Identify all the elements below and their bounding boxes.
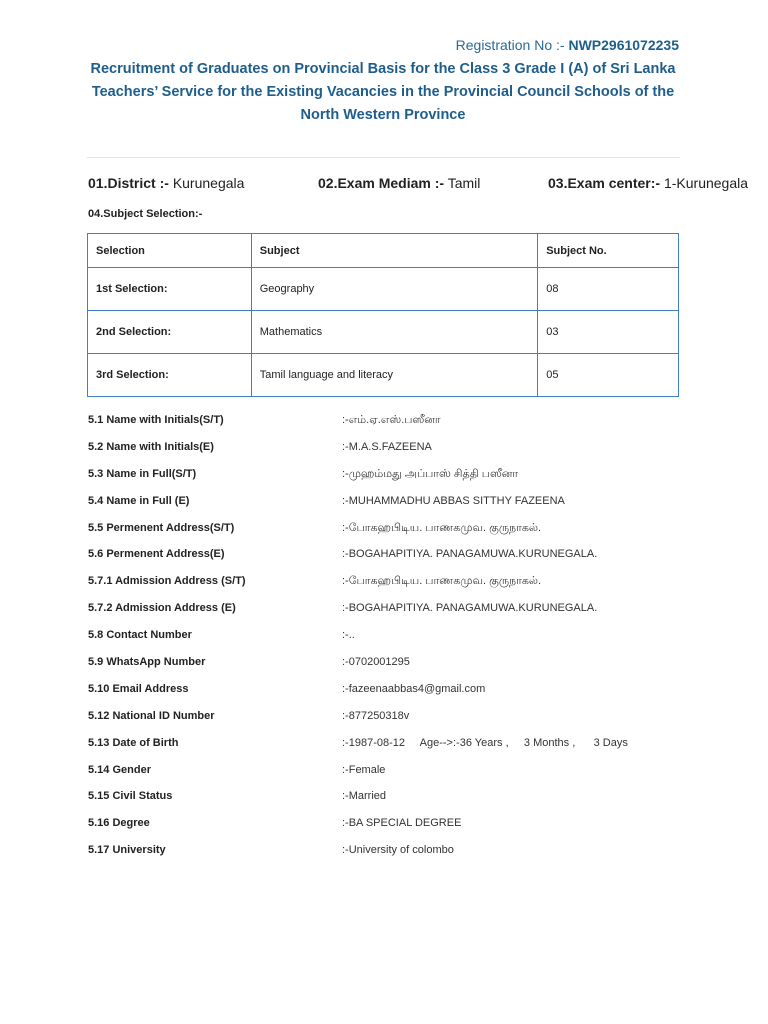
detail-value: :-BOGAHAPITIYA. PANAGAMUWA.KURUNEGALA. (342, 548, 598, 561)
detail-value: :-போகஹபிடிய. பாணகமுவ. குருநாகல். (342, 575, 542, 588)
district-label: 01.District :- (88, 175, 169, 191)
detail-row-gender (0, 763, 768, 790)
registration-value: NWP2961072235 (568, 37, 679, 53)
personal-details (0, 413, 768, 870)
center-info (548, 175, 748, 191)
table-row (88, 311, 679, 354)
detail-value: :-.. (342, 629, 355, 642)
medium-value: Tamil (447, 175, 481, 191)
detail-row-email-address (0, 682, 768, 709)
detail-value: :-fazeenaabbas4@gmail.com (342, 682, 486, 695)
detail-value: :-போகஹபிடிய. பாணகமுவ. குருநாகல். (342, 521, 542, 534)
detail-label: 5.17 University (88, 844, 166, 857)
detail-label: 5.12 National ID Number (88, 709, 215, 722)
detail-label: 5.5 Permenent Address(S/T) (88, 521, 235, 534)
detail-row-admission-address-e (0, 601, 768, 628)
subject-cell: Geography (251, 268, 537, 311)
detail-row-name-initials-e (0, 440, 768, 467)
detail-row-full-name-st (0, 467, 768, 494)
subject-no-cell: 03 (538, 311, 679, 354)
detail-label: 5.4 Name in Full (E) (88, 494, 190, 507)
center-value: 1-Kurunegala (663, 175, 749, 191)
table-header-row (88, 234, 679, 268)
detail-label: 5.6 Permenent Address(E) (88, 548, 225, 561)
table-row (88, 268, 679, 311)
subject-cell: Mathematics (251, 311, 537, 354)
center-label: 03.Exam center:- (548, 175, 661, 191)
detail-row-date-of-birth (0, 736, 768, 763)
detail-row-degree (0, 816, 768, 843)
medium-info (318, 175, 480, 191)
detail-row-national-id (0, 709, 768, 736)
detail-value: :-1987-08-12 Age-->:-36 Years , 3 Months , 3 Days (342, 736, 628, 749)
detail-value: :-0702001295 (342, 656, 410, 669)
detail-value: :-877250318v (342, 709, 410, 722)
detail-row-permanent-address-st (0, 521, 768, 548)
detail-row-university (0, 843, 768, 870)
subject-no-cell: 05 (538, 354, 679, 397)
selection-cell: 3rd Selection: (88, 354, 252, 397)
subject-cell: Tamil language and literacy (251, 354, 537, 397)
divider (87, 157, 680, 158)
district-info (88, 175, 244, 191)
detail-label: 5.7.2 Admission Address (E) (88, 602, 236, 615)
detail-row-admission-address-st (0, 574, 768, 601)
detail-label: 5.16 Degree (88, 817, 150, 830)
detail-label: 5.1 Name with Initials(S/T) (88, 414, 224, 426)
detail-value: :-BA SPECIAL DEGREE (342, 817, 462, 830)
district-value: Kurunegala (172, 175, 245, 191)
detail-value: :-Female (342, 763, 386, 776)
detail-value: :-BOGAHAPITIYA. PANAGAMUWA.KURUNEGALA. (342, 602, 598, 615)
registration-number (456, 37, 679, 53)
medium-label: 02.Exam Mediam :- (318, 175, 445, 191)
detail-label: 5.10 Email Address (88, 682, 189, 695)
detail-label: 5.15 Civil Status (88, 790, 173, 803)
subject-table (87, 233, 679, 397)
page-title: Recruitment of Graduates on Provincial Basis for the Class 3 Grade I (A) of Sri Lanka Teachers’ Service for the Existing Vacancies in the Provincial Council Schools of the North Western Province (90, 61, 676, 123)
exam-info-row (0, 175, 768, 195)
detail-label: 5.2 Name with Initials(E) (88, 440, 214, 453)
detail-row-permanent-address-e (0, 547, 768, 574)
column-header-selection: Selection (88, 234, 252, 268)
selection-cell: 1st Selection: (88, 268, 252, 311)
detail-value: :-MUHAMMADHU ABBAS SITTHY FAZEENA (342, 494, 565, 507)
detail-row-full-name-e (0, 494, 768, 521)
detail-row-civil-status (0, 789, 768, 816)
detail-value: :-M.A.S.FAZEENA (342, 440, 432, 453)
detail-row-name-initials-st (0, 413, 768, 440)
detail-label: 5.7.1 Admission Address (S/T) (88, 575, 246, 588)
detail-value: :-எம்.ஏ.எஸ்.பஸீனா (342, 414, 441, 426)
detail-label: 5.3 Name in Full(S/T) (88, 467, 197, 480)
registration-label: Registration No :- (455, 37, 569, 53)
subject-no-cell: 08 (538, 268, 679, 311)
detail-value: :-Married (342, 790, 387, 803)
detail-label: 5.13 Date of Birth (88, 736, 179, 749)
detail-row-contact-number (0, 628, 768, 655)
table-row (88, 354, 679, 397)
selection-cell: 2nd Selection: (88, 311, 252, 354)
column-header-subject: Subject (251, 234, 537, 268)
subject-selection-heading: 04.Subject Selection:- (88, 208, 203, 220)
detail-row-whatsapp-number (0, 655, 768, 682)
detail-label: 5.14 Gender (88, 763, 151, 776)
detail-value: :-முஹம்மது அப்பாஸ் சித்தி பஸீனா (342, 467, 519, 480)
detail-label: 5.9 WhatsApp Number (88, 656, 206, 669)
detail-value: :-University of colombo (342, 844, 454, 857)
column-header-subject-no: Subject No. (538, 234, 679, 268)
detail-label: 5.8 Contact Number (88, 629, 192, 642)
